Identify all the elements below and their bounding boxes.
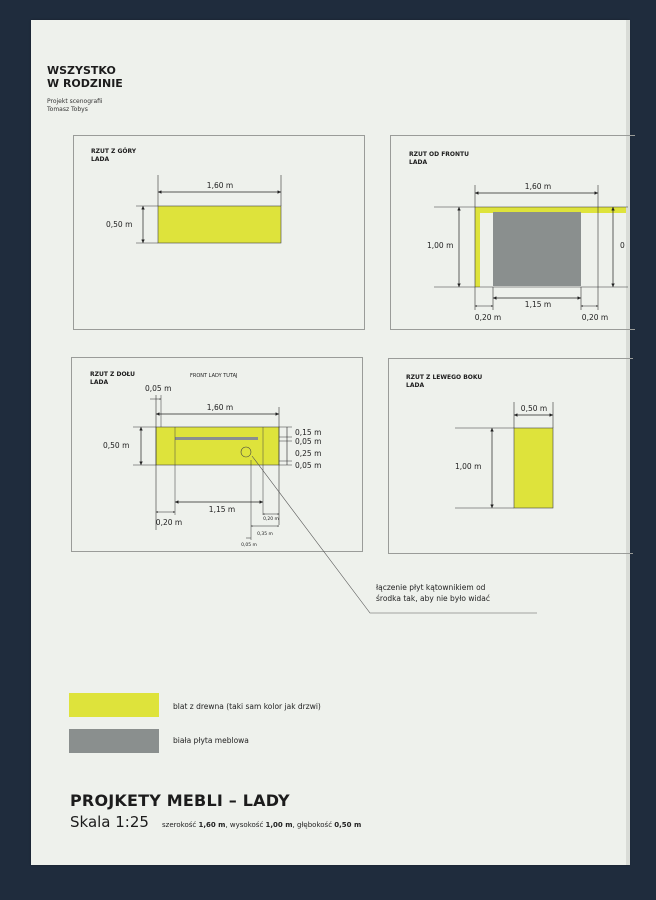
left-view-drawing <box>455 402 553 508</box>
page-title: PROJKETY MEBLI – LADY <box>70 791 290 810</box>
bottom-view-small-a-label: 0,20 m <box>263 517 279 522</box>
left-view-height-label: 1,00 m <box>455 462 482 471</box>
scale-label: Skala 1:25 <box>70 813 149 831</box>
bottom-view-front-note: FRONT LADY TUTAJ <box>190 373 238 379</box>
front-view-inner-label: 1,15 m <box>524 300 552 309</box>
dimensions-summary <box>162 821 361 829</box>
panel-bottom-title: RZUT Z DOŁU <box>90 371 136 378</box>
bottom-view-right-label-2: 0,05 m <box>295 437 322 446</box>
front-view-board <box>493 212 581 286</box>
legend-wood-label: blat z drewna (taki sam kolor jak drzwi) <box>173 702 321 711</box>
dims-width-value: 1,60 m <box>198 821 226 829</box>
front-view-height-label: 1,00 m <box>427 241 454 250</box>
legend-board-label: biała płyta meblowa <box>173 736 249 745</box>
top-view-drawing <box>106 175 281 243</box>
bottom-view-small-c-label: 0,05 m <box>241 543 257 548</box>
joint-callout <box>376 582 516 604</box>
bottom-view-right-label-1: 0,15 m <box>295 428 322 437</box>
panel-top-subtitle: LADA <box>91 155 110 163</box>
top-view-width-label: 1,60 m <box>206 181 234 190</box>
dims-width-prefix: szerokość <box>162 821 199 829</box>
top-view-depth-label: 0,50 m <box>106 220 133 229</box>
brand-subtitle-line2: Tomasz Tobys <box>47 106 88 113</box>
bottom-view-small-b-label: 0,35 m <box>257 532 273 537</box>
bottom-view-inner-label: 1,15 m <box>208 505 236 514</box>
dims-depth-prefix: , głębokość <box>292 821 335 829</box>
bottom-view-right-label-3: 0,25 m <box>295 449 322 458</box>
dims-height-prefix: , wysokość <box>225 821 266 829</box>
bottom-view-offset-label: 0,05 m <box>145 384 172 393</box>
dims-depth-value: 0,50 m <box>334 821 362 829</box>
bottom-view-board-strip <box>175 437 258 440</box>
front-view-left-gap-label: 0,20 m <box>474 313 502 322</box>
joint-callout-line1: łączenie płyt kątownikiem od <box>376 583 486 592</box>
legend-wood-swatch <box>69 693 159 717</box>
panel-left-subtitle: LADA <box>406 381 425 389</box>
bottom-view-depth-label: 0,50 m <box>103 441 130 450</box>
legend-board-swatch <box>69 729 159 753</box>
bottom-view-wood-surface <box>156 427 279 465</box>
panel-front-title: RZUT OD FRONTU <box>409 151 469 158</box>
panel-front-subtitle: LADA <box>409 158 428 166</box>
front-view-wood-left-edge <box>475 207 480 287</box>
front-view-right-gap-label: 0,20 m <box>581 313 609 322</box>
top-view-wood-surface <box>158 206 281 243</box>
front-view-drawing <box>427 182 628 322</box>
brand-title-line2: W RODZINIE <box>47 77 123 90</box>
front-view-cut-label: 0 <box>620 241 625 250</box>
panel-top-title: RZUT Z GÓRY <box>91 148 137 155</box>
bottom-view-width-label: 1,60 m <box>206 403 234 412</box>
dims-height-value: 1,00 m <box>265 821 293 829</box>
left-view-width-label: 0,50 m <box>520 404 548 413</box>
joint-callout-line2: środka tak, aby nie było widać <box>376 594 491 603</box>
bottom-view-drawing <box>103 373 537 613</box>
front-view-width-label: 1,60 m <box>524 182 552 191</box>
panel-left-title: RZUT Z LEWEGO BOKU <box>406 374 483 381</box>
brand-subtitle-line1: Projekt scenografii <box>47 98 103 105</box>
brand-title-line1: WSZYSTKO <box>47 64 116 77</box>
panel-bottom-subtitle: LADA <box>90 378 109 386</box>
bottom-view-left-gap-label: 0,20 m <box>155 518 183 527</box>
bottom-view-right-label-4: 0,05 m <box>295 461 322 470</box>
left-view-wood-side <box>514 428 553 508</box>
